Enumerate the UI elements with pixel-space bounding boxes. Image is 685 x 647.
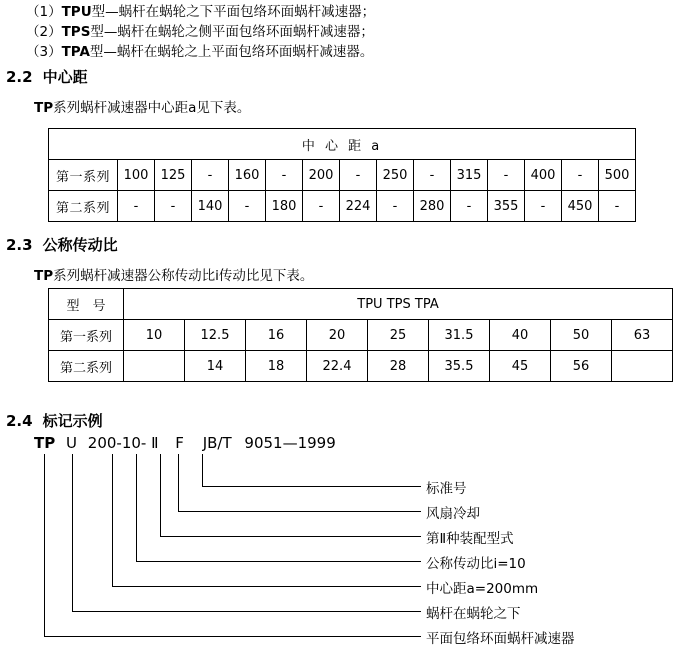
table-cell: 160 — [229, 160, 266, 191]
table-cell: 450 — [562, 191, 599, 222]
table-cell: - — [562, 160, 599, 191]
code-part-standard-number: 9051—1999 — [244, 434, 336, 452]
list-item-model: TPA — [61, 44, 90, 60]
leader-label-fan: 风扇冷却 — [426, 506, 480, 522]
table-row — [49, 191, 636, 222]
table-cell — [612, 351, 673, 382]
section-heading-2-3 — [6, 234, 118, 255]
row-header: 第一系列 — [49, 160, 118, 191]
nominal-ratio-table — [48, 288, 673, 382]
table-cell: 500 — [599, 160, 636, 191]
table-cell: 224 — [340, 191, 377, 222]
table-cell: 28 — [368, 351, 429, 382]
table-cell: 18 — [246, 351, 307, 382]
leader-label-standard: 标准号 — [426, 481, 467, 497]
code-part-size-ratio: 200-10- — [87, 434, 147, 452]
series-prefix: TP — [34, 100, 54, 116]
table-cell: - — [451, 191, 488, 222]
table-cell: - — [303, 191, 340, 222]
list-item-text: 型—蜗杆在蜗轮之侧平面包络环面蜗杆减速器； — [90, 24, 374, 40]
table-cell: 31.5 — [429, 320, 490, 351]
section-heading-2-2 — [6, 66, 88, 87]
table-cell: 100 — [118, 160, 155, 191]
table-row — [49, 129, 636, 160]
section-title: 公称传动比 — [42, 236, 118, 254]
leader-label-worm-position: 蜗杆在蜗轮之下 — [426, 606, 521, 622]
table-cell: 315 — [451, 160, 488, 191]
table-cell: 400 — [525, 160, 562, 191]
code-part-standard-prefix: JB/T — [202, 434, 232, 452]
table-cell: 180 — [266, 191, 303, 222]
section-number: 2.4 — [6, 412, 33, 430]
list-item — [26, 2, 666, 22]
table-cell: 63 — [612, 320, 673, 351]
code-part-fan: F — [175, 434, 184, 452]
leader-label-center-distance: 中心距a=200mm — [426, 581, 539, 597]
section-2-3-text — [34, 264, 313, 284]
center-distance-table — [48, 128, 636, 222]
list-item — [26, 42, 666, 62]
table-cell: 125 — [155, 160, 192, 191]
table-cell: 56 — [551, 351, 612, 382]
leader-label-assembly: 第Ⅱ种装配型式 — [426, 531, 514, 547]
table-title-cell: 中 心 距 a — [49, 129, 636, 160]
list-item-number: （3） — [26, 44, 62, 60]
table-cell: 14 — [185, 351, 246, 382]
section-2-2-text — [34, 96, 250, 116]
table-row — [49, 289, 673, 320]
column-header-model: 型 号 — [49, 289, 124, 320]
table-cell: 22.4 — [307, 351, 368, 382]
table-cell: 355 — [488, 191, 525, 222]
code-part-type: U — [66, 434, 77, 452]
table-cell: 280 — [414, 191, 451, 222]
table-cell: 35.5 — [429, 351, 490, 382]
table-cell: - — [192, 160, 229, 191]
table-cell: 45 — [490, 351, 551, 382]
series-text: 系列蜗杆减速器中心距a见下表。 — [53, 100, 251, 116]
table-cell — [124, 351, 185, 382]
table-cell: 50 — [551, 320, 612, 351]
section-title: 标记示例 — [42, 412, 103, 430]
series-prefix: TP — [34, 268, 54, 284]
table-cell: - — [155, 191, 192, 222]
table-cell: 40 — [490, 320, 551, 351]
intro-list — [26, 2, 666, 62]
table-cell: - — [525, 191, 562, 222]
row-header: 第二系列 — [49, 351, 124, 382]
marking-example-diagram — [0, 410, 685, 647]
table-cell: - — [266, 160, 303, 191]
table-cell: - — [377, 191, 414, 222]
table-cell: 140 — [192, 191, 229, 222]
marking-code — [34, 434, 336, 452]
list-item-model: TPU — [61, 4, 92, 20]
table-cell: 25 — [368, 320, 429, 351]
row-header: 第二系列 — [49, 191, 118, 222]
code-part-assembly: Ⅱ — [151, 434, 159, 452]
section-number: 2.2 — [6, 68, 33, 86]
table-cell: 16 — [246, 320, 307, 351]
leader-label-product: 平面包络环面蜗杆减速器 — [426, 631, 575, 647]
list-item — [26, 22, 666, 42]
list-item-model: TPS — [61, 24, 91, 40]
leader-label-ratio: 公称传动比i=10 — [426, 556, 526, 572]
table-cell: - — [599, 191, 636, 222]
section-number: 2.3 — [6, 236, 33, 254]
table-cell: - — [488, 160, 525, 191]
table-cell: 10 — [124, 320, 185, 351]
table-cell: 200 — [303, 160, 340, 191]
table-row — [49, 351, 673, 382]
list-item-text: 型—蜗杆在蜗轮之上平面包络环面蜗杆减速器。 — [89, 44, 374, 60]
table-row — [49, 160, 636, 191]
table-cell: - — [229, 191, 266, 222]
list-item-text: 型—蜗杆在蜗轮之下平面包络环面蜗杆减速器； — [91, 4, 376, 20]
table-row — [49, 320, 673, 351]
list-item-number: （2） — [26, 24, 62, 40]
table-cell: - — [118, 191, 155, 222]
table-cell: 12.5 — [185, 320, 246, 351]
list-item-number: （1） — [26, 4, 62, 20]
row-header: 第一系列 — [49, 320, 124, 351]
code-part-tp: TP — [34, 434, 56, 452]
table-cell: 250 — [377, 160, 414, 191]
section-title: 中心距 — [42, 68, 88, 86]
table-cell: - — [414, 160, 451, 191]
table-cell: - — [340, 160, 377, 191]
leader-line-product — [44, 454, 421, 637]
table-cell: 20 — [307, 320, 368, 351]
series-text: 系列蜗杆减速器公称传动比i传动比见下表。 — [53, 268, 314, 284]
column-header-types: TPU TPS TPA — [124, 289, 673, 320]
